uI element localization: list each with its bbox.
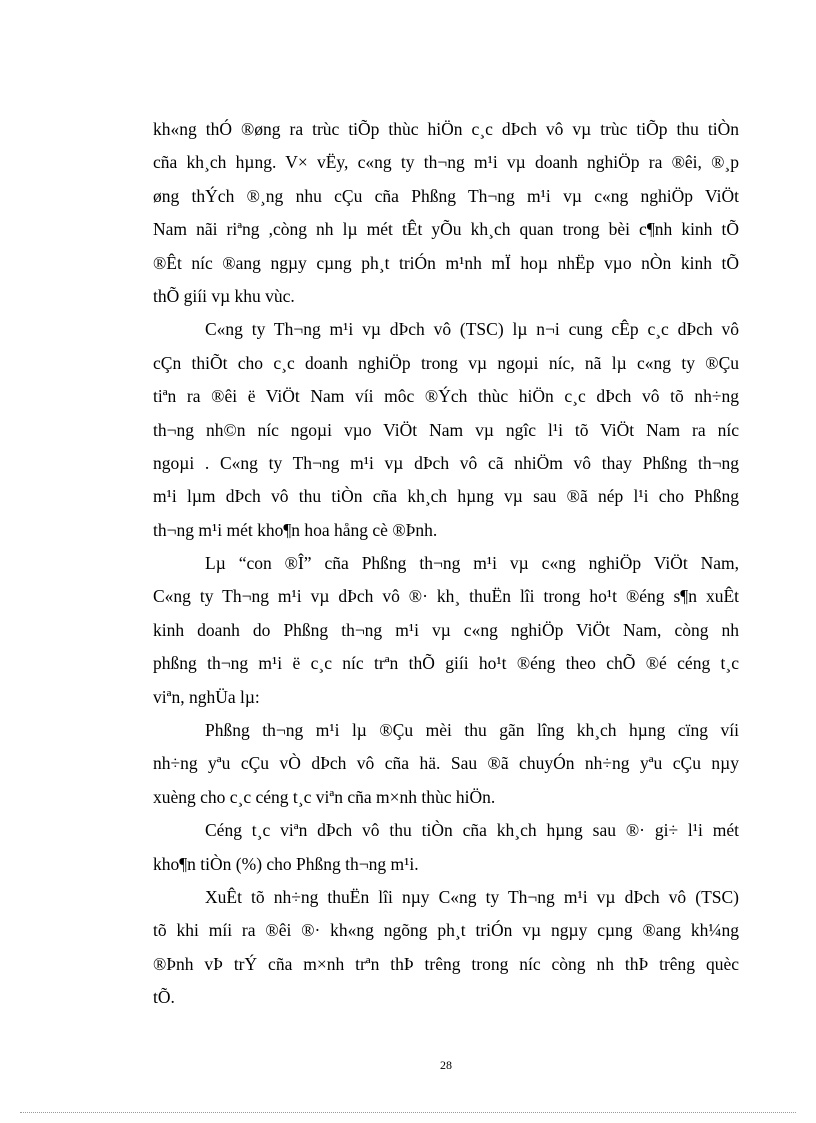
- text-line: viªn, nghÜa lµ:: [153, 686, 260, 707]
- text-line: th¬ng nh©n níc ngoµi vµo ViÖt Nam vµ ngîc l¹i tõ ViÖt Nam ra níc: [153, 419, 739, 440]
- text-line: kinh doanh do Phßng th¬ng m¹i vµ c«ng nghiÖp ViÖt Nam, còng nh: [153, 619, 739, 640]
- paragraph: [153, 714, 739, 814]
- document-body: [153, 113, 739, 1015]
- text-line: ®Êt níc ®ang ngµy cµng ph¸t triÓn m¹nh mÏ hoµ nhËp vµo nÒn kinh tÕ: [153, 252, 739, 273]
- text-line: XuÊt tõ nh÷ng thuËn lîi nµy C«ng ty Th¬ng m¹i vµ dÞch vô (TSC): [205, 886, 739, 907]
- text-line: nh÷ng yªu cÇu vÒ dÞch vô cña hä. Sau ®ã chuyÓn nh÷ng yªu cÇu nµy: [153, 753, 739, 774]
- text-line: ngoµi . C«ng ty Th¬ng m¹i vµ dÞch vô cã nhiÖm vô thay Phßng th¬ng: [153, 452, 739, 473]
- text-line: thÕ giíi vµ khu vùc.: [153, 285, 295, 306]
- paragraph: [153, 313, 739, 547]
- text-line: phßng th¬ng m¹i ë c¸c níc trªn thÕ giíi ho¹t ®éng theo chÕ ®é céng t¸c: [153, 653, 739, 674]
- text-line: ®Þnh vÞ trÝ cña m×nh trªn thÞ trêng trong níc còng nh thÞ trêng quèc: [153, 953, 739, 974]
- text-line: Lµ “con ®Î” cña Phßng th¬ng m¹i vµ c«ng nghiÖp ViÖt Nam,: [205, 553, 739, 574]
- page-number: 28: [440, 1058, 452, 1072]
- text-line: cÇn thiÕt cho c¸c doanh nghiÖp trong vµ ngoµi níc, nã lµ c«ng ty ®Çu: [153, 352, 739, 373]
- text-line: øng thÝch ®¸ng nhu cÇu cña Phßng Th¬ng m¹i vµ c«ng nghiÖp ViÖt: [153, 185, 739, 206]
- text-line: xuèng cho c¸c céng t¸c viªn cña m×nh thùc hiÖn.: [153, 786, 496, 807]
- text-line: Céng t¸c viªn dÞch vô thu tiÒn cña kh¸ch hµng sau ®· gi÷ l¹i mét: [205, 820, 739, 841]
- paragraph: [153, 881, 739, 1015]
- text-line: Nam nãi riªng ,còng nh lµ mét tÊt yÕu kh¸ch quan trong bèi c¶nh kinh tÕ: [153, 219, 739, 240]
- text-line: kh«ng thÓ ®øng ra trùc tiÕp thùc hiÖn c¸c dÞch vô vµ trùc tiÕp thu tiÒn: [153, 119, 739, 139]
- paragraph: [153, 113, 739, 313]
- text-line: cña kh¸ch hµng. V× vËy, c«ng ty th¬ng m¹i vµ doanh nghiÖp ra ®êi, ®¸p: [153, 152, 739, 173]
- text-line: m¹i lµm dÞch vô thu tiÒn cña kh¸ch hµng vµ sau ®ã nép l¹i cho Phßng: [153, 486, 739, 507]
- text-line: tÕ.: [153, 987, 175, 1008]
- text-line: kho¶n tiÒn (%) cho Phßng th¬ng m¹i.: [153, 853, 419, 874]
- paragraph: [153, 814, 739, 881]
- text-line: C«ng ty Th¬ng m¹i vµ dÞch vô (TSC) lµ n¬i cung cÊp c¸c dÞch vô: [205, 319, 739, 340]
- text-line: C«ng ty Th¬ng m¹i vµ dÞch vô ®· kh¸ thuËn lîi trong ho¹t ®éng s¶n xuÊt: [153, 586, 739, 607]
- text-line: th¬ng m¹i mét kho¶n hoa hång cè ®Þnh.: [153, 519, 438, 540]
- text-line: tiªn ra ®êi ë ViÖt Nam víi môc ®Ých thùc hiÖn c¸c dÞch vô tõ nh÷ng: [153, 386, 739, 407]
- text-line: Phßng th¬ng m¹i lµ ®Çu mèi thu gãn lîng kh¸ch hµng cïng víi: [205, 720, 739, 741]
- text-line: tõ khi míi ra ®êi ®· kh«ng ngõng ph¸t triÓn vµ ngµy cµng ®ang kh¼ng: [153, 920, 739, 941]
- paragraph: [153, 547, 739, 714]
- page-bottom-divider: [20, 1112, 796, 1113]
